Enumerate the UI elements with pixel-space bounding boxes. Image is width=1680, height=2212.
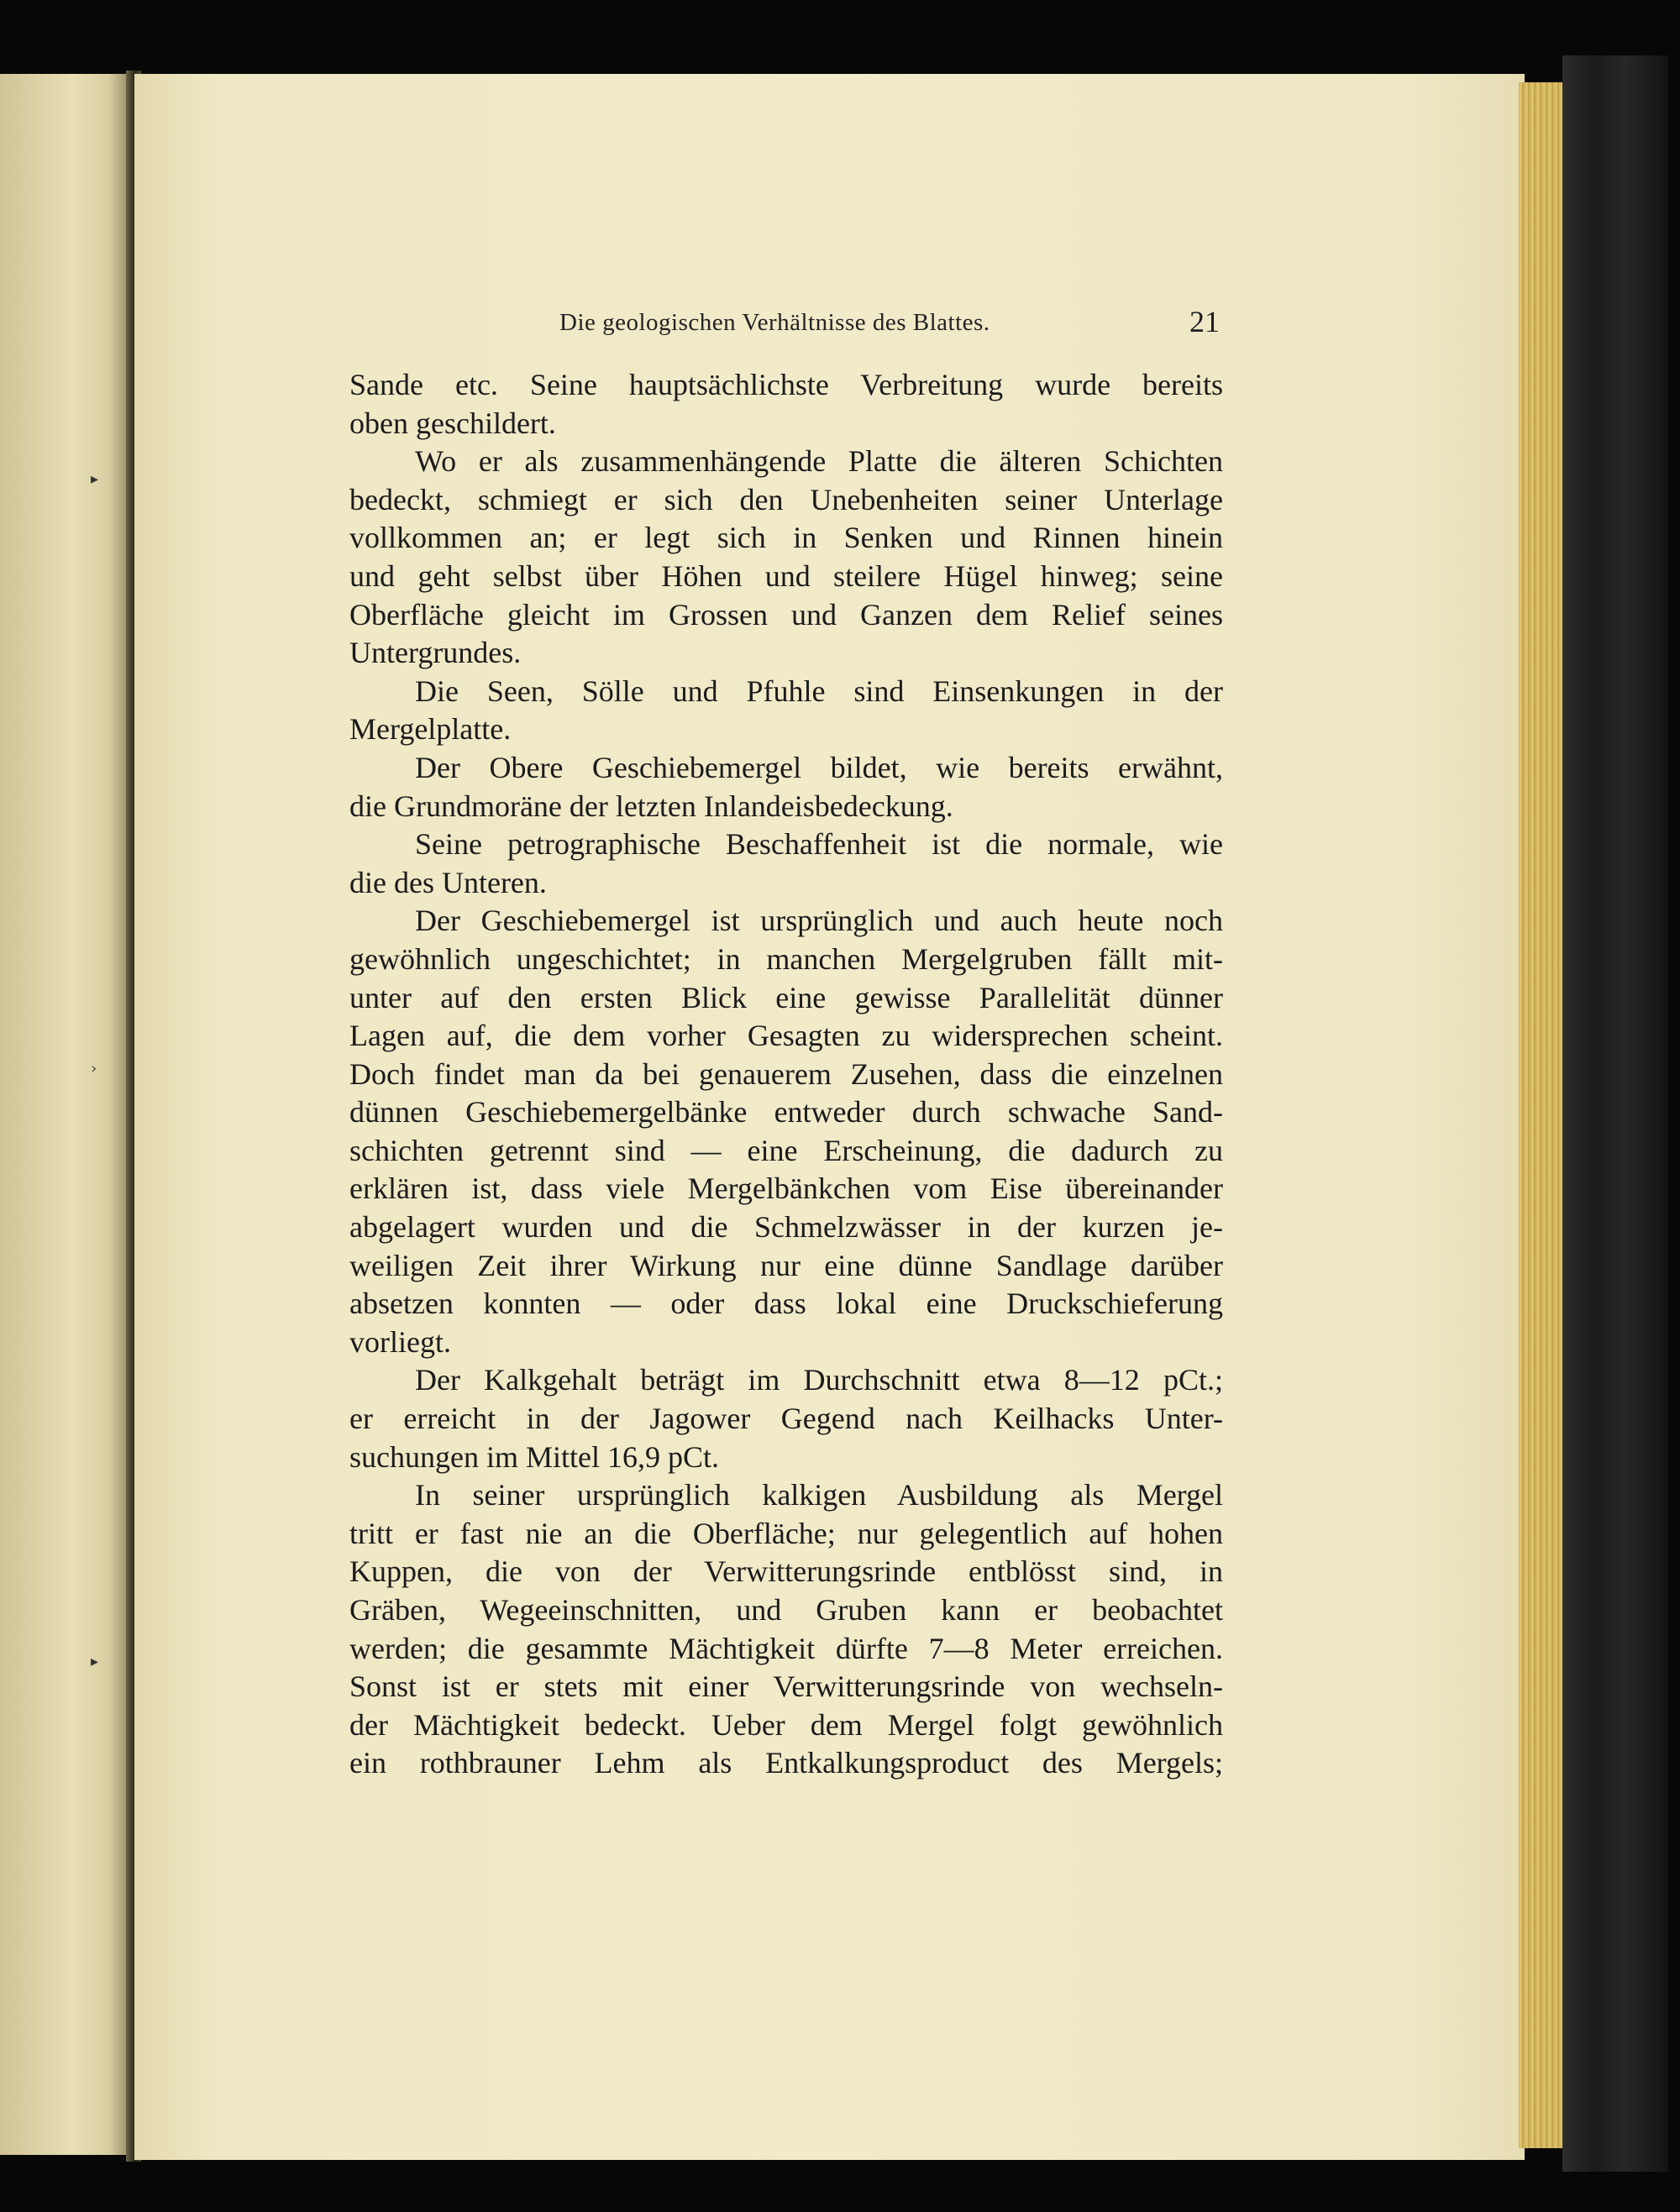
- text-line: Doch findet man da bei genauerem Zusehen, dass die einzelnen: [349, 1056, 1223, 1091]
- left-page-edge: [0, 74, 133, 2155]
- text-line: erklären ist, dass viele Mergelbänkchen vom Eise übereinander: [349, 1172, 1223, 1206]
- text-line: tritt er fast nie an die Oberfläche; nur gelegentlich auf hohen: [349, 1516, 1223, 1550]
- text-line: suchungen im Mittel 16,9 pCt.: [349, 1439, 719, 1474]
- text-line: abgelagert wurden und die Schmelzwässer in der kurzen je-: [349, 1210, 1223, 1245]
- text-line: Sonst ist er stets mit einer Verwitterungsrinde von wechseln-: [349, 1669, 1223, 1704]
- text-line: vorliegt.: [349, 1324, 451, 1359]
- text-line: Untergrundes.: [349, 636, 522, 670]
- text-line: schichten getrennt sind — eine Erscheinung, die dadurch zu: [349, 1133, 1223, 1167]
- text-line: die des Unteren.: [349, 865, 547, 899]
- text-line: weiligen Zeit ihrer Wirkung nur eine dünne Sandlage darüber: [349, 1248, 1223, 1282]
- text-line: absetzen konnten — oder dass lokal eine Druckschieferung: [349, 1287, 1223, 1321]
- text-line: Mergelplatte.: [349, 712, 512, 747]
- text-line: Sande etc. Seine hauptsächlichste Verbreitung wurde bereits: [349, 368, 1223, 401]
- running-head: Die geologischen Verhältnisse des Blattes.: [559, 309, 990, 336]
- text-line: werden; die gesammte Mächtigkeit dürfte 7—8 Meter erreichen.: [349, 1631, 1223, 1665]
- text-line: unter auf den ersten Blick eine gewisse Parallelität dünner: [349, 980, 1223, 1014]
- text-line: Seine petrographische Beschaffenheit ist die normale, wie: [415, 827, 1223, 862]
- text-line: und geht selbst über Höhen und steilere Hügel hinweg; seine: [349, 558, 1223, 593]
- margin-tick-mark: ▸: [91, 470, 99, 488]
- margin-tick-mark: ▸: [91, 1653, 99, 1670]
- text-line: ein rothbrauner Lehm als Entkalkungsproduct des Mergels;: [349, 1746, 1223, 1780]
- text-line: die Grundmoräne der letzten Inlandeisbedeckung.: [349, 789, 953, 823]
- text-line: Wo er als zusammenhängende Platte die älteren Schichten: [415, 444, 1223, 479]
- text-line: Oberfläche gleicht im Grossen und Ganzen dem Relief seines: [349, 597, 1223, 632]
- text-line: der Mächtigkeit bedeckt. Ueber dem Mergel folgt gewöhnlich: [349, 1707, 1223, 1742]
- text-line: In seiner ursprünglich kalkigen Ausbildung als Mergel: [415, 1478, 1223, 1512]
- text-line: Gräben, Wegeeinschnitten, und Gruben kann er beobachtet: [349, 1593, 1223, 1627]
- text-line: vollkommen an; er legt sich in Senken und Rinnen hinein: [349, 521, 1223, 555]
- text-line: oben geschildert.: [349, 406, 556, 440]
- text-line: er erreicht in der Jagower Gegend nach Keilhacks Unter-: [349, 1402, 1223, 1436]
- text-line: gewöhnlich ungeschichtet; in manchen Mergelgruben fällt mit-: [349, 941, 1223, 976]
- body-text: [349, 366, 1223, 1783]
- page-number: 21: [1189, 305, 1220, 338]
- margin-tick-mark: ›: [91, 1060, 97, 1077]
- text-line: Die Seen, Sölle und Pfuhle sind Einsenkungen in der: [415, 674, 1223, 708]
- book-cover-edge: [1562, 55, 1668, 2172]
- text-line: Lagen auf, die dem vorher Gesagten zu widersprechen scheint.: [349, 1019, 1223, 1053]
- text-line: bedeckt, schmiegt er sich den Unebenheiten seiner Unterlage: [349, 482, 1223, 516]
- text-line: Der Obere Geschiebemergel bildet, wie bereits erwähnt,: [415, 750, 1223, 784]
- text-line: Der Geschiebemergel ist ursprünglich und auch heute noch: [415, 904, 1223, 938]
- text-line: Der Kalkgehalt beträgt im Durchschnitt etwa 8—12 pCt.;: [415, 1363, 1223, 1397]
- text-line: Kuppen, die von der Verwitterungsrinde entblösst sind, in: [349, 1554, 1223, 1589]
- text-line: dünnen Geschiebemergelbänke entweder durch schwache Sand-: [349, 1095, 1223, 1130]
